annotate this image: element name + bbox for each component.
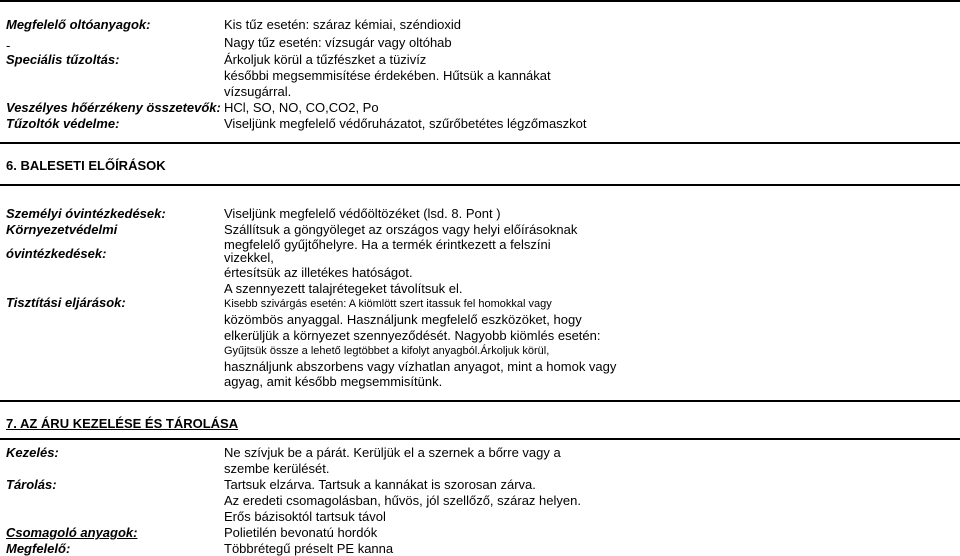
label-personal-precautions: Személyi óvintézkedések: (6, 206, 166, 221)
section-7-title: 7. AZ ÁRU KEZELÉSE ÉS TÁROLÁSA (6, 416, 239, 431)
section-6-title: 6. BALESETI ELŐÍRÁSOK (6, 158, 166, 173)
label-suitable: Megfelelő: (6, 541, 71, 556)
label-environmental-2: óvintézkedések: (6, 246, 107, 261)
value-line: Erős bázisoktól tartsuk távol (224, 509, 386, 524)
value-line: használjunk abszorbens vagy vízhatlan anyagot, mint a homok vagy (224, 359, 617, 374)
label-special-firefighting: Speciális tűzoltás: (6, 52, 120, 67)
value-line: vízsugárral. (224, 84, 292, 99)
label-hazardous-components: Veszélyes hőérzékeny összetevők: (6, 100, 221, 115)
value-line: értesítsük az illetékes hatóságot. (224, 265, 413, 280)
value-line: Viseljünk megfelelő védőöltözéket (lsd. 8. Pont ) (224, 206, 501, 221)
value-line: Nagy tűz esetén: vízsugár vagy oltóhab (224, 35, 452, 50)
divider (0, 438, 960, 440)
value-line: Gyűjtsük össze a lehető legtöbbet a kifolyt anyagból.Árkoljuk körül, (224, 345, 550, 357)
value-line: közömbös anyaggal. Használjunk megfelelő eszközöket, hogy (224, 312, 582, 327)
value-line: Az eredeti csomagolásban, hűvös, jól szellőző, száraz helyen. (224, 493, 581, 508)
value-line: Viseljünk megfelelő védőruházatot, szűrőbetétes légzőmaszkot (224, 116, 587, 131)
label-handling: Kezelés: (6, 445, 59, 460)
value-line: későbbi megsemmisítése érdekében. Hűtsük a kannákat (224, 68, 551, 83)
value-line: Kisebb szivárgás esetén: A kiömlött szert itassuk fel homokkal vagy (224, 298, 552, 310)
value-line: agyag, amit később megsemmisítünk. (224, 374, 443, 389)
label-cleanup-methods: Tisztítási eljárások: (6, 295, 126, 310)
divider (0, 142, 960, 144)
value-line: Kis tűz esetén: száraz kémiai, széndioxid (224, 17, 461, 32)
value-line: Többrétegű préselt PE kanna (224, 541, 394, 556)
value-line: Szállítsuk a göngyöleget az országos vagy helyi előírásoknak (224, 222, 578, 237)
label-extinguishing-media: Megfelelő oltóanyagok: (6, 17, 151, 32)
value-line: szembe kerülését. (224, 461, 330, 476)
label-storage: Tárolás: (6, 477, 57, 492)
label-packaging: Csomagoló anyagok: (6, 525, 138, 540)
value-line: Árkoljuk körül a tűzfészket a tüzivíz (224, 52, 427, 67)
divider (0, 400, 960, 402)
label-environmental-1: Környezetvédelmi (6, 222, 118, 237)
label-dash: - (6, 38, 11, 53)
divider (0, 184, 960, 186)
value-line: Polietilén bevonatú hordók (224, 525, 378, 540)
divider (0, 0, 960, 2)
value-line: megfelelő gyűjtőhelyre. Ha a termék érintkezett a felszíni (224, 237, 551, 252)
value-line: Tartsuk elzárva. Tartsuk a kannákat is szorosan zárva. (224, 477, 536, 492)
value-line: HCl, SO, NO, CO,CO2, Po (224, 100, 379, 115)
value-line: elkerüljük a környezet szennyeződését. Nagyobb kiömlés esetén: (224, 328, 601, 343)
label-firefighter-protection: Tűzoltók védelme: (6, 116, 120, 131)
value-line: Ne szívjuk be a párát. Kerüljük el a szernek a bőrre vagy a (224, 445, 561, 460)
value-line: vizekkel, (224, 250, 274, 265)
value-line: A szennyezett talajrétegeket távolítsuk el. (224, 281, 463, 296)
